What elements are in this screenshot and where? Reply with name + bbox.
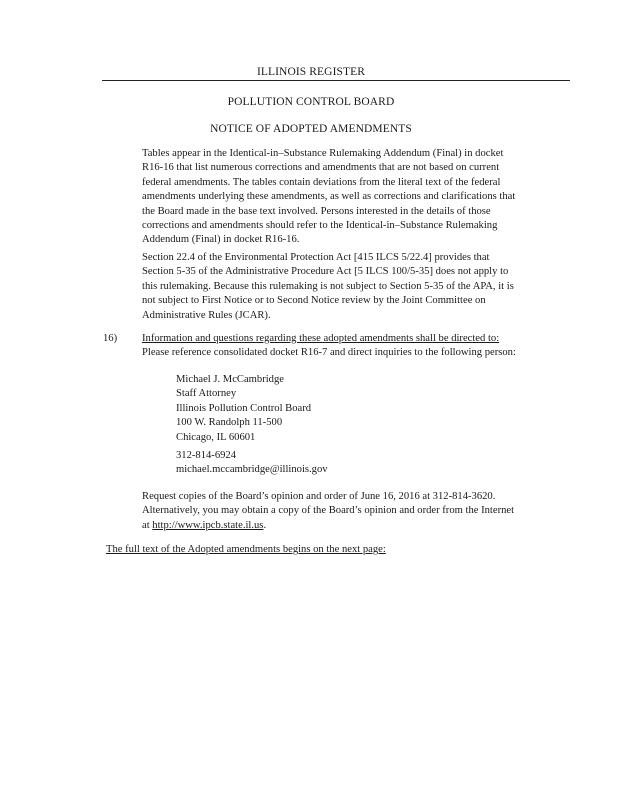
request-line: Alternatively, you may obtain a copy of the Board’s opinion and order from the Internet	[142, 505, 515, 517]
item-heading: Information and questions regarding these adopted amendments shall be directed to:	[142, 333, 500, 344]
paragraph-line: the Board made in the base text involved. Persons interested in the details of those	[142, 205, 491, 217]
request-line	[142, 519, 514, 533]
item-number: 16)	[103, 333, 118, 344]
contact-street: 100 W. Randolph 11-500	[176, 417, 283, 429]
paragraph-line: Tables appear in the Identical-in–Substance Rulemaking Addendum (Final) in docket	[142, 148, 504, 159]
next-page-note: The full text of the Adopted amendments begins on the next page:	[106, 544, 386, 555]
ipcb-website-link[interactable]: http://www.ipcb.state.il.us	[152, 519, 264, 531]
paragraph-line: this rulemaking. Because this rulemaking is not subject to Section 5-35 of the APA, it is	[142, 280, 514, 292]
paragraph-line: Addendum (Final) in docket R16-16.	[142, 234, 300, 246]
contact-org: Illinois Pollution Control Board	[176, 402, 312, 414]
request-paragraph	[142, 490, 514, 533]
contact-info	[176, 449, 328, 478]
paragraph-line: Section 5-35 of the Administrative Procedure Act [5 ILCS 100/5-35] does not apply to	[142, 266, 509, 278]
contact-title: Staff Attorney	[176, 388, 237, 400]
contact-phone: 312-814-6924	[176, 450, 237, 461]
item-line: Please reference consolidated docket R16-7 and direct inquiries to the following person:	[142, 347, 516, 359]
paragraph-line: federal amendments. The tables contain deviations from the literal text of the federal	[142, 176, 501, 188]
request-suffix: .	[263, 519, 267, 531]
contact-city: Chicago, IL 60601	[176, 431, 256, 443]
register-title: ILLINOIS REGISTER	[256, 66, 366, 78]
contact-email: michael.mccambridge@illinois.gov	[176, 464, 328, 476]
item-16	[142, 332, 516, 361]
paragraph-line: not subject to First Notice or to Second Notice review by the Joint Committee on	[142, 295, 486, 307]
paragraph-line: amendments underlying these amendments, as well as corrections and clarifications that	[142, 191, 516, 203]
contact-address	[176, 373, 311, 445]
request-prefix: at	[142, 519, 153, 531]
paragraph-line: corrections and amendments should refer to the Identical-in–Substance Rulemaking	[142, 220, 498, 232]
notice-title: NOTICE OF ADOPTED AMENDMENTS	[210, 123, 412, 135]
paragraph-line: Administrative Rules (JCAR).	[142, 309, 271, 321]
contact-name: Michael J. McCambridge	[176, 374, 284, 385]
board-name: POLLUTION CONTROL BOARD	[227, 96, 395, 108]
header-rule	[102, 80, 570, 81]
paragraph-tables	[142, 147, 515, 248]
paragraph-line: R16-16 that list numerous corrections and amendments that are not based on current	[142, 162, 500, 174]
paragraph-section-22-4	[142, 251, 514, 323]
request-line: Request copies of the Board’s opinion and order of June 16, 2016 at 312-814-3620.	[142, 491, 496, 502]
paragraph-line: Section 22.4 of the Environmental Protection Act [415 ILCS 5/22.4] provides that	[142, 252, 490, 263]
